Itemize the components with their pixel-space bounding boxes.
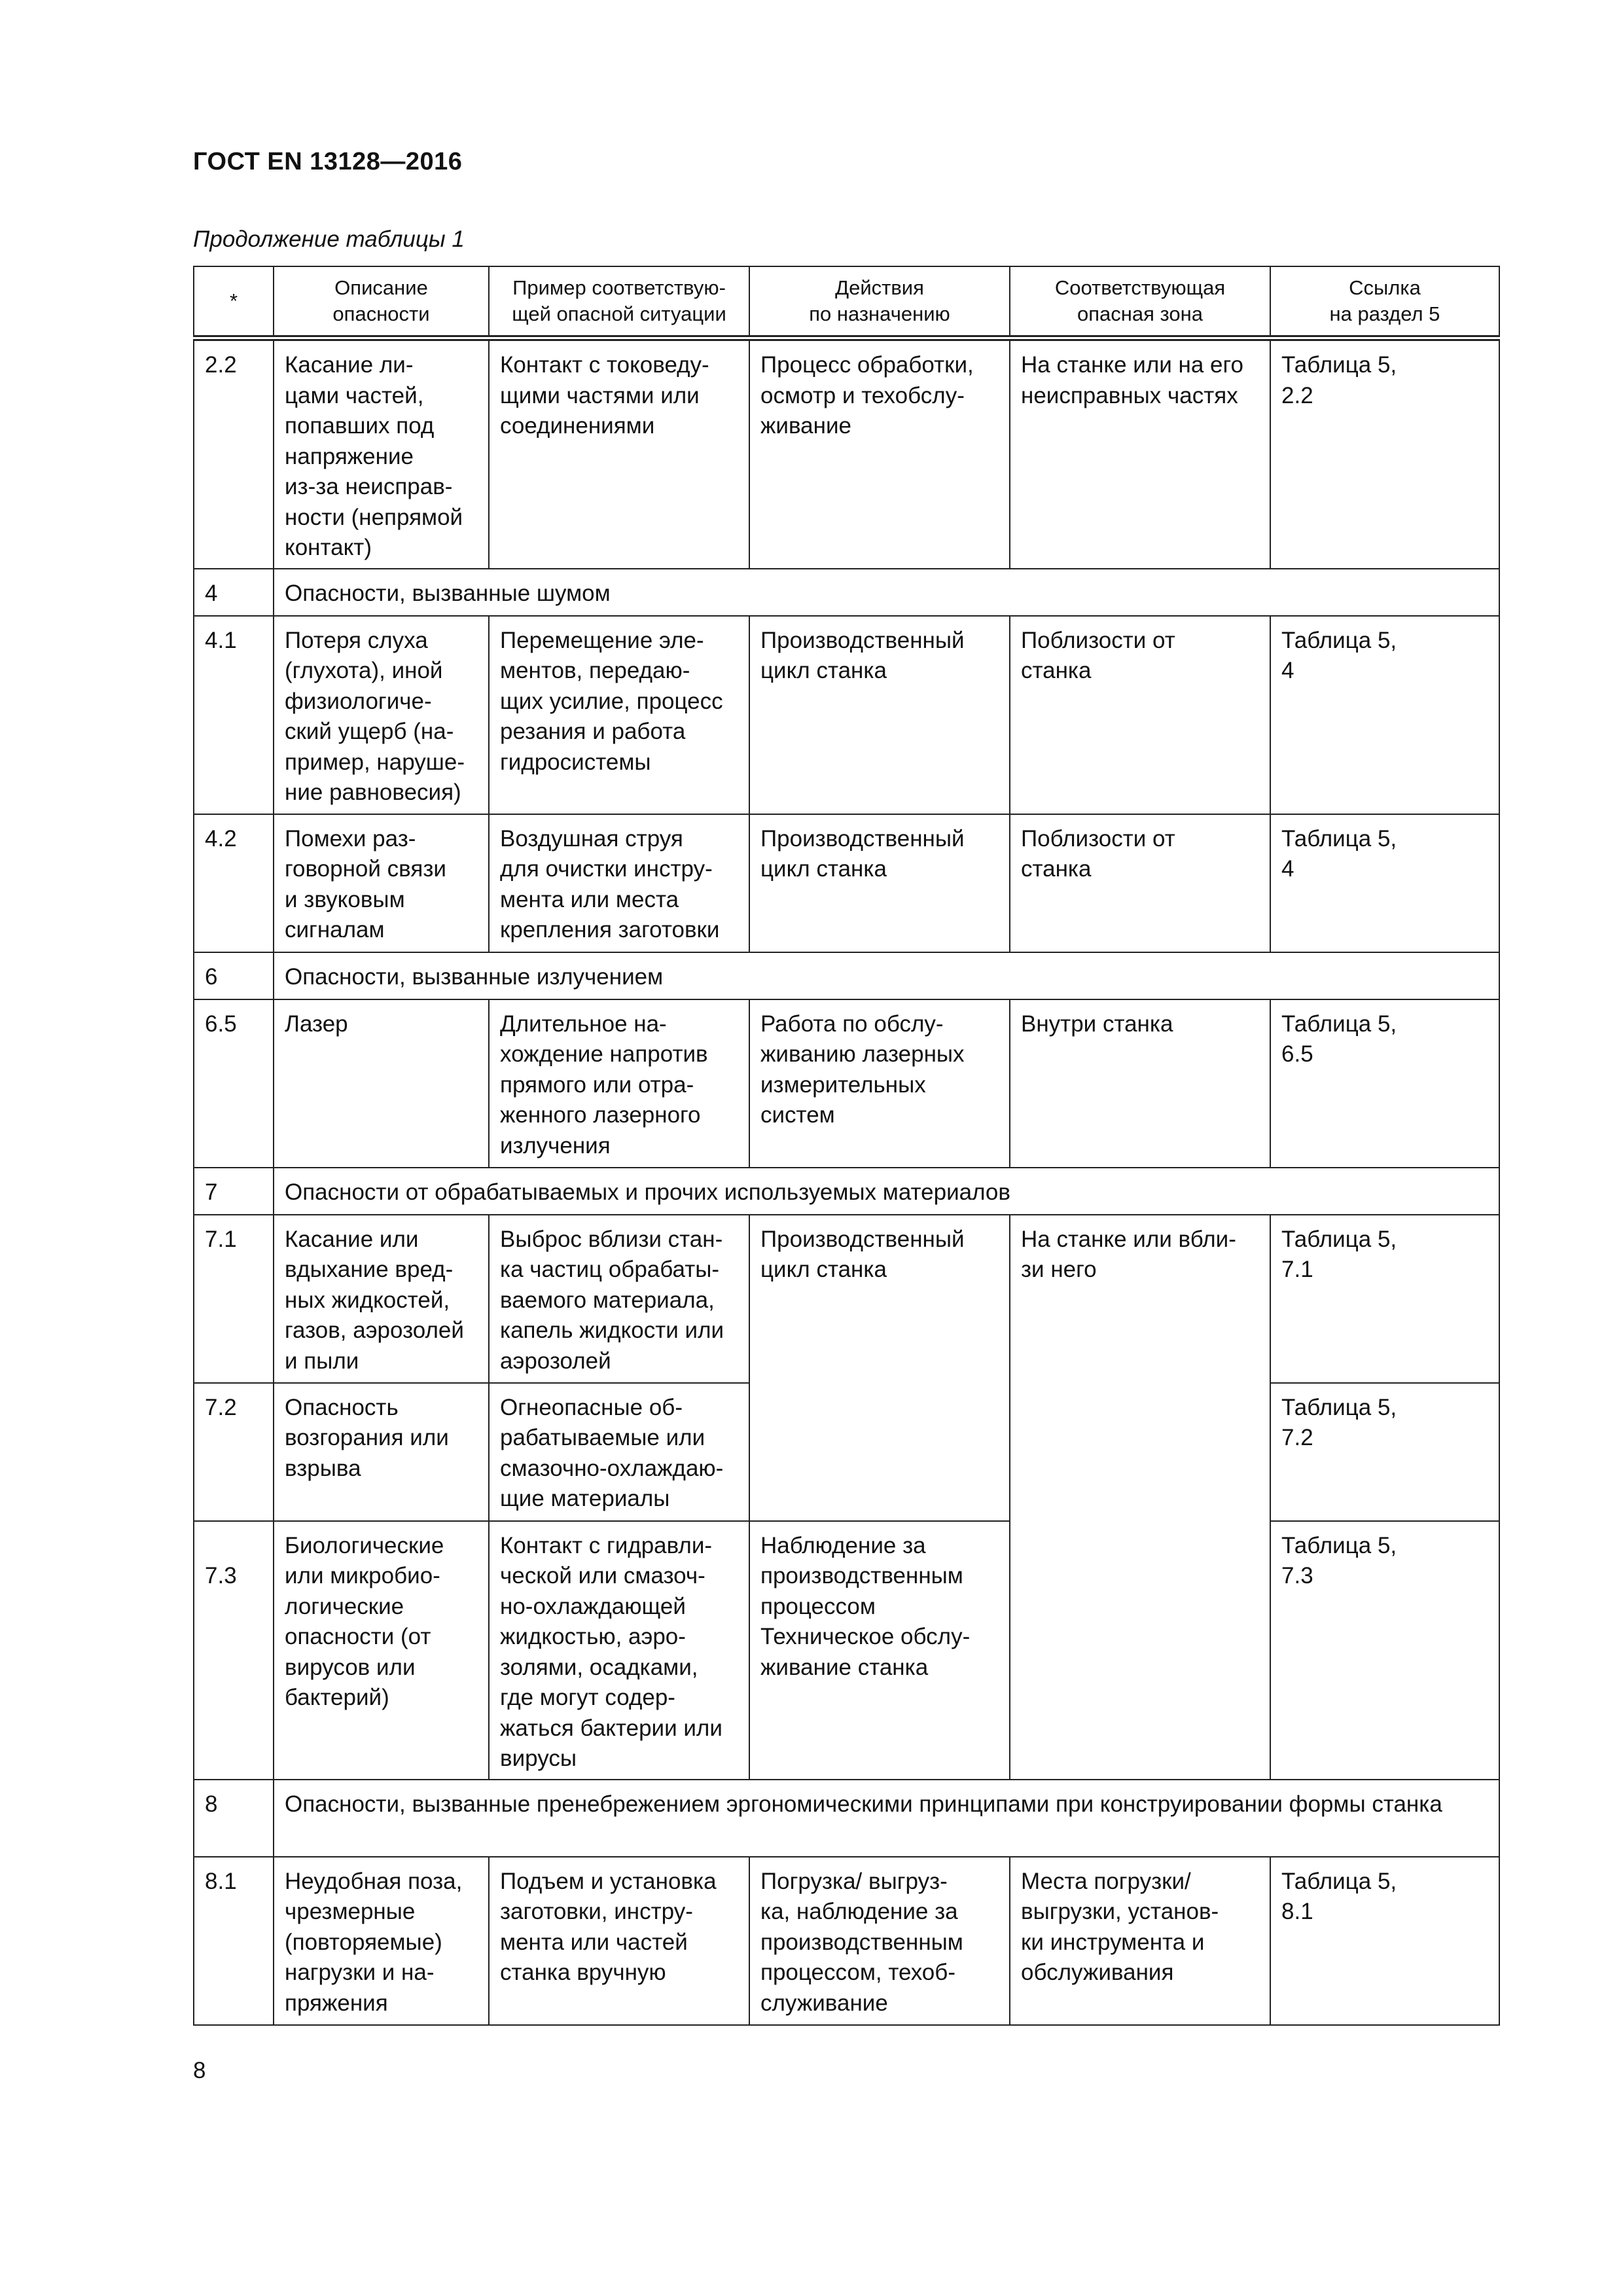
table-row [194, 814, 1499, 952]
col-header-reference: Ссылка на раздел 5 [1270, 266, 1499, 338]
hazard-reference: Таблица 5, 8.1 [1270, 1857, 1499, 2025]
document-header: ГОСТ EN 13128—2016 [193, 148, 463, 175]
row-number: 8.1 [194, 1857, 274, 2025]
section-row [194, 569, 1499, 616]
row-number: 4.2 [194, 814, 274, 952]
hazard-description: Помехи раз- говорной связи и звуковым сигналам [274, 814, 489, 952]
section-number: 4 [194, 569, 274, 616]
hazard-example: Контакт с токоведу- щими частями или соединениями [489, 338, 749, 569]
hazard-description: Касание ли- цами частей, попавших под напряжение из-за неисправ- ности (непрямой контакт) [274, 338, 489, 569]
hazard-example: Огнеопасные об- рабатываемые или смазочно-охлаждаю- щие материалы [489, 1383, 749, 1521]
section-number: 8 [194, 1780, 274, 1857]
hazard-action: Погрузка/ выгруз- ка, наблюдение за производственным процессом, техоб- служивание [749, 1857, 1010, 2025]
hazard-reference: Таблица 5, 7.3 [1270, 1521, 1499, 1780]
hazard-description: Касание или вдыхание вред- ных жидкостей, газов, аэрозолей и пыли [274, 1215, 489, 1383]
hazard-action: Производственный цикл станка [749, 616, 1010, 814]
hazard-action: Производственный цикл станка [749, 814, 1010, 952]
table-row [194, 1215, 1499, 1383]
row-number: 7.3 [194, 1521, 274, 1780]
col-header-example: Пример соответствую- щей опасной ситуации [489, 266, 749, 338]
col-header-zone: Соответствующая опасная зона [1010, 266, 1270, 338]
hazard-description: Биологические или микробио- логические опасности (от вирусов или бактерий) [274, 1521, 489, 1780]
table-caption: Продолжение таблицы 1 [193, 226, 465, 252]
hazard-action: Работа по обслу- живанию лазерных измерительных систем [749, 999, 1010, 1168]
section-title: Опасности, вызванные шумом [274, 569, 1499, 616]
hazard-example: Контакт с гидравли- ческой или смазоч- но-охлаждающей жидкостью, аэро- золями, осадками, где могут содер- жаться бактерии или вирусы [489, 1521, 749, 1780]
hazard-example: Длительное на- хождение напротив прямого или отра- женного лазерного излучения [489, 999, 749, 1168]
hazard-reference: Таблица 5, 4 [1270, 814, 1499, 952]
hazard-zone: Поблизости от станка [1010, 814, 1270, 952]
hazard-reference: Таблица 5, 6.5 [1270, 999, 1499, 1168]
hazard-action: Процесс обработки, осмотр и техобслу- живание [749, 338, 1010, 569]
table-row [194, 616, 1499, 814]
row-number: 2.2 [194, 338, 274, 569]
section-number: 6 [194, 952, 274, 999]
row-number: 7.2 [194, 1383, 274, 1521]
section-title: Опасности, вызванные излучением [274, 952, 1499, 999]
table-row [194, 1521, 1499, 1780]
hazard-reference: Таблица 5, 4 [1270, 616, 1499, 814]
section-title: Опасности от обрабатываемых и прочих используемых материалов [274, 1168, 1499, 1215]
row-number: 4.1 [194, 616, 274, 814]
hazard-zone: Места погрузки/ выгрузки, установ- ки инструмента и обслуживания [1010, 1857, 1270, 2025]
hazard-zone: Внутри станка [1010, 999, 1270, 1168]
table-row [194, 338, 1499, 569]
hazard-zone: На станке или на его неисправных частях [1010, 338, 1270, 569]
col-header-actions: Действия по назначению [749, 266, 1010, 338]
hazard-description: Лазер [274, 999, 489, 1168]
hazard-example: Выброс вблизи стан- ка частиц обрабаты- ваемого материала, капель жидкости или аэрозолей [489, 1215, 749, 1383]
section-row [194, 1780, 1499, 1857]
hazard-example: Воздушная струя для очистки инстру- мента или места крепления заготовки [489, 814, 749, 952]
section-row [194, 1168, 1499, 1215]
hazard-reference: Таблица 5, 2.2 [1270, 338, 1499, 569]
col-header-marker: * [194, 266, 274, 338]
col-header-description: Описание опасности [274, 266, 489, 338]
hazard-description: Опасность возгорания или взрыва [274, 1383, 489, 1521]
row-number: 6.5 [194, 999, 274, 1168]
hazard-example: Подъем и установка заготовки, инстру- мента или частей станка вручную [489, 1857, 749, 2025]
table-row [194, 999, 1499, 1168]
hazard-description: Потеря слуха (глухота), иной физиологиче- ский ущерб (на- пример, наруше- ние равновесия) [274, 616, 489, 814]
page-number: 8 [193, 2058, 206, 2083]
hazard-reference: Таблица 5, 7.2 [1270, 1383, 1499, 1521]
hazard-action: Наблюдение за производственным процессом Техническое обслу- живание станка [749, 1521, 1010, 1780]
hazard-reference: Таблица 5, 7.1 [1270, 1215, 1499, 1383]
hazard-description: Неудобная поза, чрезмерные (повторяемые) нагрузки и на- пряжения [274, 1857, 489, 2025]
section-row [194, 952, 1499, 999]
section-number: 7 [194, 1168, 274, 1215]
table-header-row [194, 266, 1499, 338]
table-row [194, 1857, 1499, 2025]
hazard-action-merged: Производственный цикл станка [749, 1215, 1010, 1521]
hazards-table [193, 266, 1500, 2026]
hazard-zone: Поблизости от станка [1010, 616, 1270, 814]
section-title: Опасности, вызванные пренебрежением эргономическими принципами при конструировании формы станка [274, 1780, 1499, 1857]
row-number: 7.1 [194, 1215, 274, 1383]
hazard-zone-merged: На станке или вбли- зи него [1010, 1215, 1270, 1780]
hazard-example: Перемещение эле- ментов, передаю- щих усилие, процесс резания и работа гидросистемы [489, 616, 749, 814]
